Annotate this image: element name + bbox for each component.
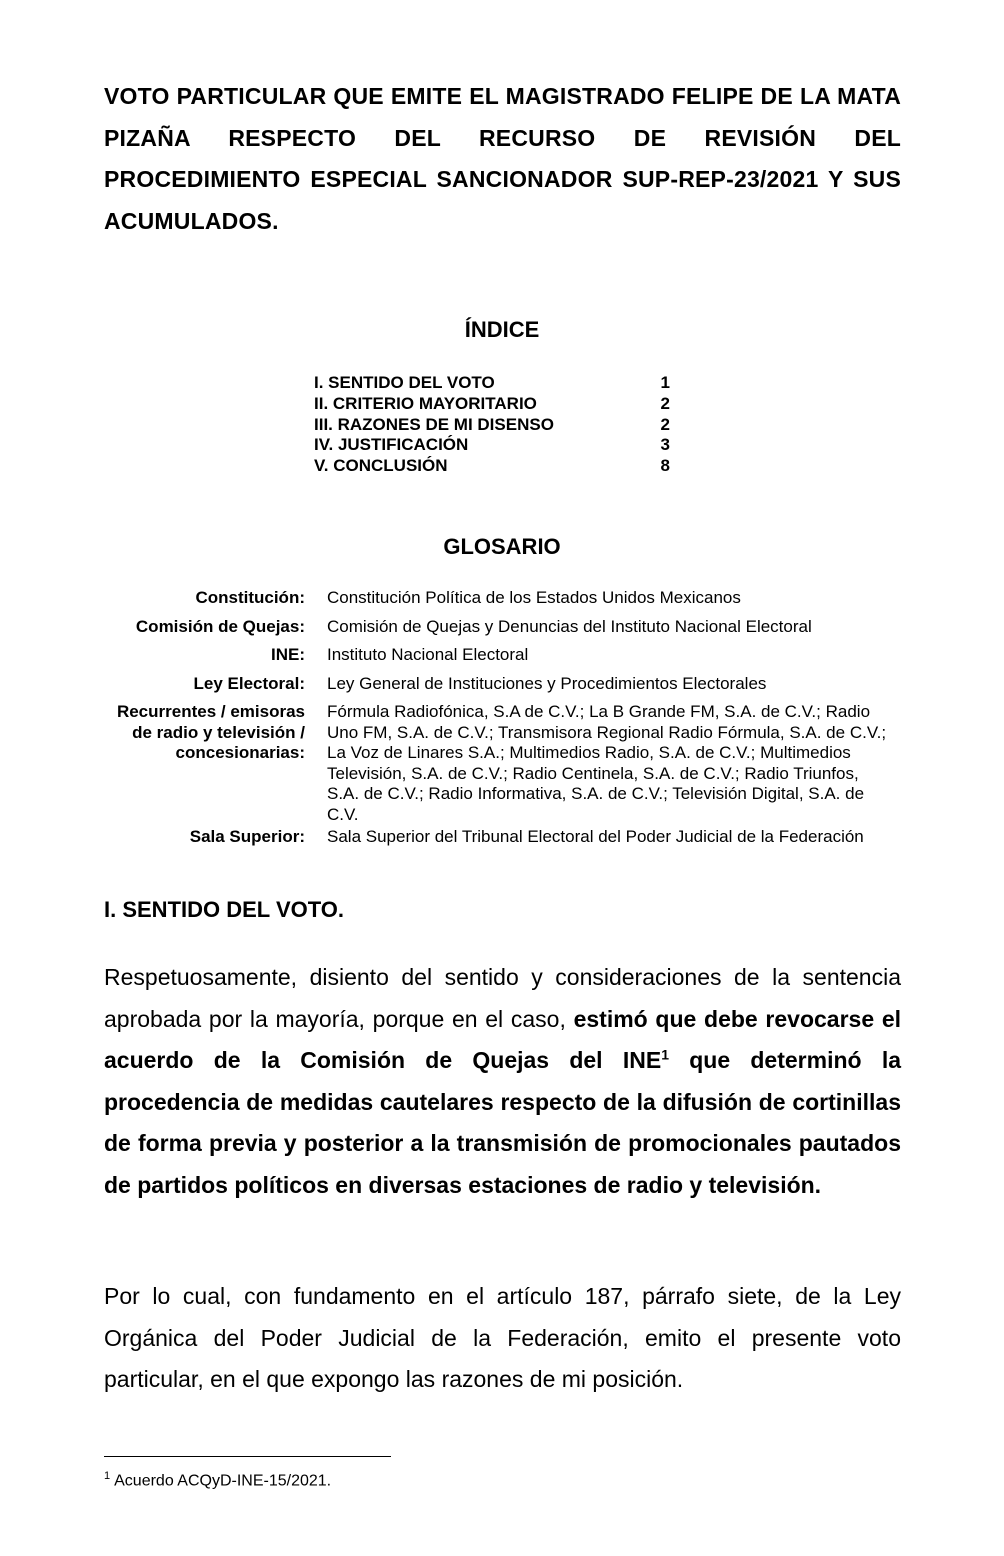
paragraph-bold-text: estimó que debe revocarse el acuerdo de la Comisión de Quejas del INE — [104, 1005, 902, 1073]
paragraph-text: Respetuosamente, disiento del sentido y consideraciones de la sentencia aprobada por la mayoría, porque en el caso, — [104, 964, 901, 1032]
footnote-number: 1 — [104, 1470, 111, 1482]
toc-item-page: 2 — [660, 393, 670, 413]
glossary-definition: Ley General de Instituciones y Procedimientos Electorales — [327, 673, 767, 693]
glossary-row — [96, 702, 896, 825]
glossary-definition: Instituto Nacional Electoral — [327, 645, 529, 664]
toc-item-label: II. CRITERIO MAYORITARIO — [314, 393, 537, 413]
glossary-row — [96, 645, 896, 666]
toc-item-label: V. CONCLUSIÓN — [314, 456, 448, 476]
toc-item-page: 2 — [660, 414, 670, 434]
indice-heading: ÍNDICE — [464, 317, 540, 342]
document-title: VOTO PARTICULAR QUE EMITE EL MAGISTRADO FELIPE DE LA MATA PIZAÑA RESPECTO DEL RECURSO DE REVISIÓN DEL PROCEDIMIENTO ESPECIAL SANCIONADOR SUP-REP-23/2021 Y SUS ACUMULADOS. — [104, 83, 901, 234]
footnote-text: Acuerdo ACQyD-INE-15/2021. — [114, 1472, 332, 1490]
glossary-term: Sala Superior: — [189, 827, 305, 846]
toc-item[interactable] — [314, 435, 670, 456]
toc-item[interactable] — [314, 415, 670, 436]
footnote — [104, 1470, 331, 1490]
glossary-definition: Sala Superior del Tribunal Electoral del Poder Judicial de la Federación — [327, 827, 864, 846]
glossary-term: Ley Electoral: — [193, 673, 305, 693]
glossary-term: INE: — [271, 645, 305, 664]
glossary-definition: Fórmula Radiofónica, S.A de C.V.; La B Grande FM, S.A. de C.V.; Radio Uno FM, S.A. de C.V.; Transmisora Regional Radio Fórmula, S.A. de C.V.; La Voz de Linares S.A.; Multimedios Radio, S.A. de C.V.; Multimedios Televisión, S.A. de C.V.; Radio Centinela, S.A. de C.V.; Radio Triunfos, S.A. de C.V.; Radio Informativa, S.A. de C.V.; Televisión Digital, S.A. de C.V. — [327, 702, 887, 824]
toc-item-label: III. RAZONES DE MI DISENSO — [314, 414, 554, 434]
glossary — [96, 588, 896, 856]
glosario-heading: GLOSARIO — [443, 534, 561, 559]
footnote-reference[interactable]: 1 — [661, 1046, 669, 1063]
glossary-row — [96, 588, 896, 609]
glossary-term: Recurrentes / emisoras de radio y televisión / concesionarias: — [116, 702, 305, 762]
toc-item-page: 3 — [660, 435, 670, 455]
toc-item-label: IV. JUSTIFICACIÓN — [314, 435, 469, 455]
toc-item-label: I. SENTIDO DEL VOTO — [314, 373, 495, 392]
glossary-row — [96, 617, 896, 638]
paragraph-bold-text: que determinó la procedencia de medidas cautelares respecto de la difusión de cortinillas de forma previa y posterior a la transmisión de promocionales pautados de partidos políticos en diversas estaciones de radio y televisión. — [104, 1047, 902, 1198]
toc-item[interactable] — [314, 373, 670, 394]
body-paragraph — [104, 957, 901, 1206]
glossary-row — [96, 674, 896, 695]
toc-item[interactable] — [314, 394, 670, 415]
toc-item-page: 8 — [660, 456, 670, 476]
section-heading: I. SENTIDO DEL VOTO. — [104, 897, 345, 922]
toc-item[interactable] — [314, 456, 670, 477]
glossary-definition: Constitución Política de los Estados Unidos Mexicanos — [327, 588, 741, 607]
toc-item-page: 1 — [660, 373, 670, 392]
glossary-row — [96, 827, 896, 848]
glossary-term: Constitución: — [195, 588, 305, 607]
table-of-contents — [314, 373, 670, 477]
footnote-separator — [104, 1456, 391, 1457]
body-paragraph: Por lo cual, con fundamento en el artículo 187, párrafo siete, de la Ley Orgánica del Poder Judicial de la Federación, emito el presente voto particular, en el que expongo las razones de mi posición. — [104, 1283, 901, 1392]
glossary-definition: Comisión de Quejas y Denuncias del Instituto Nacional Electoral — [327, 616, 812, 636]
glossary-term: Comisión de Quejas: — [135, 616, 305, 636]
